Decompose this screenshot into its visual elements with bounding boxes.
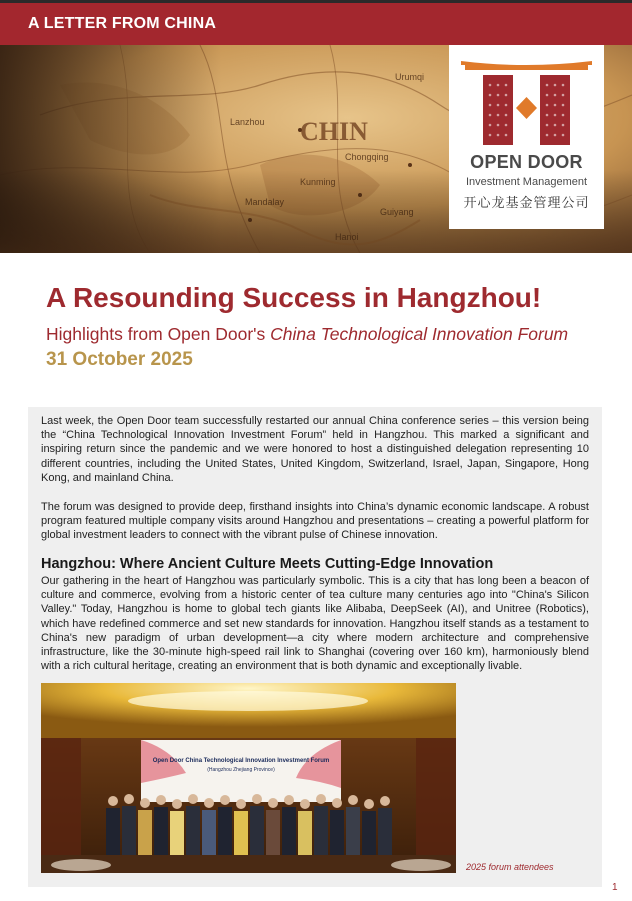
subtitle-forum-name: China Technological Innovation Forum [270, 324, 569, 344]
publication-date: 31 October 2025 [46, 349, 193, 370]
page-number: 1 [612, 882, 618, 893]
group-photo-illustration [41, 683, 456, 873]
subtitle-prefix: Highlights from Open Door's [46, 324, 271, 344]
page-title: A Resounding Success in Hangzhou! [46, 282, 542, 313]
screen-subtitle: (Hangzhou Zhejiang Province) [207, 767, 275, 773]
forum-group-photo [41, 683, 456, 873]
forum-paragraph: The forum was designed to provide deep, firsthand insights into China’s dynamic economic landscape. A robust program featured multiple company visits around Hangzhou and presentations – creating a powerful platform for global investment leaders to connect with the vibrant pulse of Chinese innovation. [41, 501, 589, 542]
page-subtitle [46, 324, 568, 345]
open-door-logo [449, 45, 604, 229]
logo-name: OPEN DOOR [470, 152, 583, 172]
header-banner [0, 3, 632, 45]
logo-subtitle: Investment Management [465, 176, 588, 188]
logo-chinese-name: 开心龙基金管理公司 [463, 195, 590, 210]
gate-icon [449, 45, 604, 149]
banner-title: A LETTER FROM CHINA [28, 15, 217, 32]
section-heading: Hangzhou: Where Ancient Culture Meets Cutting-Edge Innovation [41, 556, 494, 572]
screen-title: Open Door China Technological Innovation Investment Forum [152, 758, 330, 764]
photo-caption: 2025 forum attendees [466, 862, 554, 872]
intro-paragraph: Last week, the Open Door team successfully restarted our annual China conference series – this version being the “China Technological Innovation Investment Forum” held in Hangzhou. This marked a significant and inspiring return since the pandemic and we were honored to host a distinguished delegation representing 10 different countries, including the United States, United Kingdom, Switzerland, Israel, Japan, Singapore, Hong Kong, and mainland China. [41, 415, 589, 484]
hangzhou-paragraph: Our gathering in the heart of Hangzhou was particularly symbolic. This is a city that has long been a beacon of culture and commerce, evolving from a historic center of tea culture many centuries ago into "China's Silicon Valley." Today, Hangzhou is home to global tech giants like Alibaba, DeepSeek (AI), and Unitree (Robotics), which have redefined commerce and set new standards for innovation. Hangzhou itself stands as a testament to China's new paradigm of urban development—a city where modern architecture and comprehensive infrastructure, like the 30-minute high-speed rail link to Shanghai (covering over 160 km), harmoniously blend with a rich cultural heritage, creating an environment that is both dynamic and exceptionally livable. [41, 575, 589, 673]
